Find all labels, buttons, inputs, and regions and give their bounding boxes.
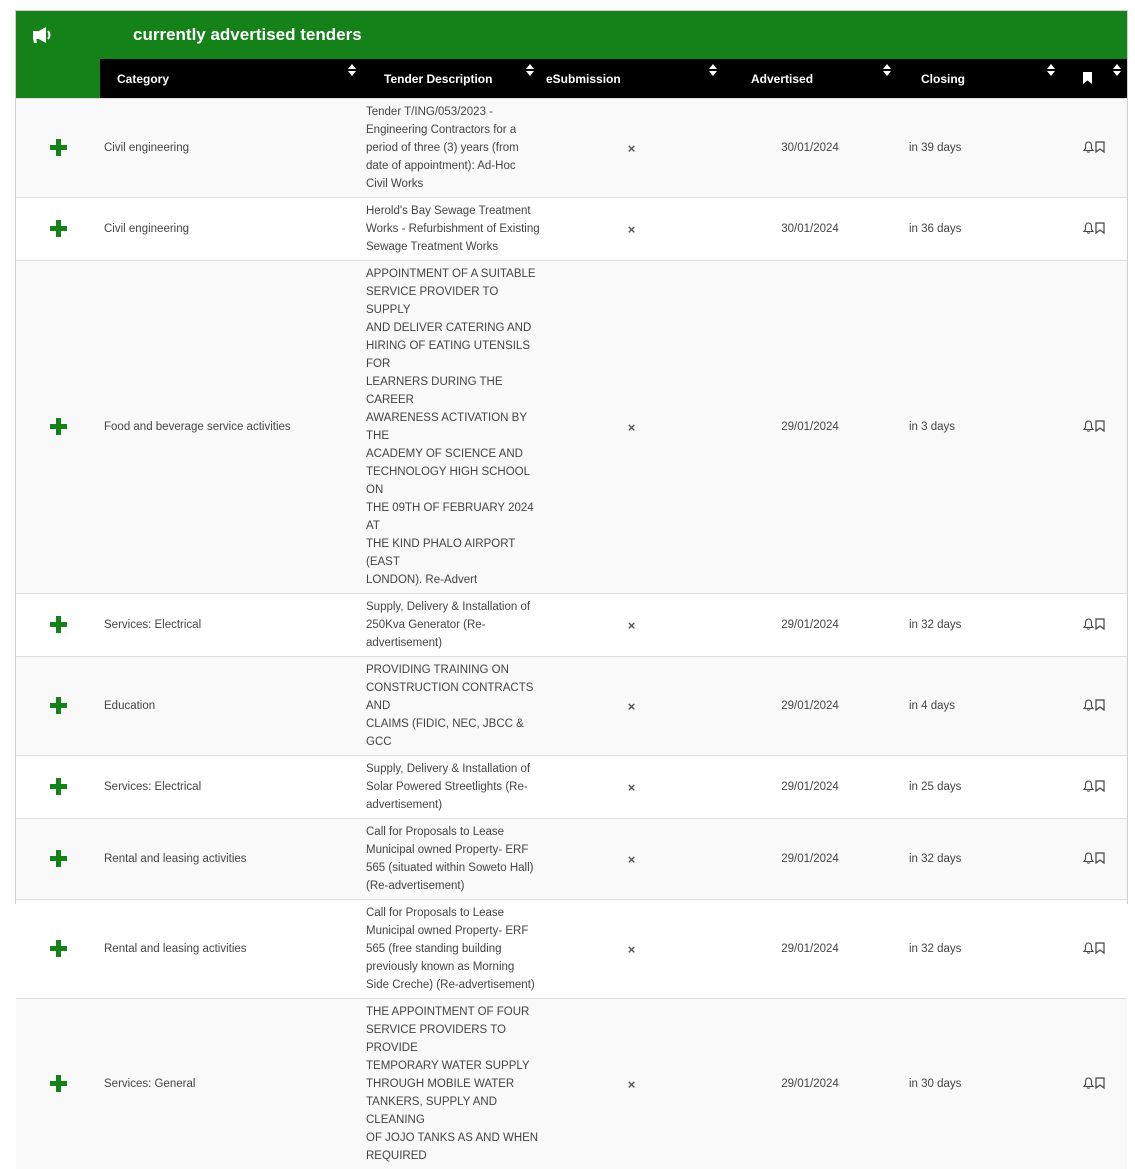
bell-icon[interactable]: [1083, 942, 1094, 957]
column-header-closing[interactable]: Closing: [897, 59, 1061, 99]
description-line: TECHNOLOGY HIGH SCHOOL ON: [366, 463, 540, 499]
closing-cell: in 30 days: [897, 999, 1061, 1169]
advertised-cell: 29/01/2024: [723, 594, 897, 657]
description-line: advertisement): [366, 796, 540, 814]
description-line: 250Kva Generator (Re-: [366, 616, 540, 634]
table-row[interactable]: [16, 900, 1127, 999]
description-line: THE 09TH OF FEBRUARY 2024 AT: [366, 499, 540, 535]
description-line: SERVICE PROVIDERS TO PROVIDE: [366, 1021, 540, 1057]
bookmark-icon[interactable]: [1095, 942, 1105, 957]
close-icon: ×: [628, 420, 636, 435]
closing-cell: in 4 days: [897, 657, 1061, 756]
table-row[interactable]: [16, 657, 1127, 756]
plus-icon[interactable]: [50, 418, 66, 434]
actions-cell: [1061, 900, 1127, 999]
plus-icon[interactable]: [50, 940, 66, 956]
description-line: TANKERS, SUPPLY AND CLEANING: [366, 1093, 540, 1129]
expand-cell[interactable]: [16, 261, 100, 594]
esubmission-cell: [540, 594, 723, 657]
close-icon: ×: [628, 699, 636, 714]
description-line: Sewage Treatment Works: [366, 238, 540, 256]
esubmission-cell: [540, 261, 723, 594]
table-header-row: [16, 59, 1127, 99]
expand-column-header: [16, 59, 100, 99]
sort-icon[interactable]: [1113, 64, 1121, 76]
bell-icon[interactable]: [1083, 1077, 1094, 1092]
closing-cell: in 36 days: [897, 198, 1061, 261]
category-cell: Civil engineering: [100, 198, 362, 261]
table-row[interactable]: [16, 756, 1127, 819]
description-cell[interactable]: [362, 99, 540, 198]
actions-cell: [1061, 819, 1127, 900]
table-row[interactable]: [16, 999, 1127, 1169]
sort-icon[interactable]: [348, 64, 356, 76]
description-line: HIRING OF EATING UTENSILS FOR: [366, 337, 540, 373]
table-row[interactable]: [16, 819, 1127, 900]
description-line: period of three (3) years (from: [366, 139, 540, 157]
plus-icon[interactable]: [50, 850, 66, 866]
description-line: Supply, Delivery & Installation of: [366, 760, 540, 778]
closing-cell: in 32 days: [897, 819, 1061, 900]
sort-icon[interactable]: [526, 64, 534, 76]
expand-cell[interactable]: [16, 999, 100, 1169]
description-cell[interactable]: [362, 594, 540, 657]
tenders-panel: [15, 10, 1128, 904]
plus-icon[interactable]: [50, 778, 66, 794]
description-line: CONSTRUCTION CONTRACTS AND: [366, 679, 540, 715]
closing-cell: in 32 days: [897, 900, 1061, 999]
esubmission-cell: [540, 999, 723, 1169]
plus-icon[interactable]: [50, 220, 66, 236]
expand-cell[interactable]: [16, 900, 100, 999]
column-header-bookmark[interactable]: [1061, 59, 1127, 99]
description-line: (Re-advertisement): [366, 877, 540, 895]
panel-title: currently advertised tenders: [133, 25, 362, 45]
description-line: LONDON). Re-Advert: [366, 571, 540, 589]
advertised-cell: 29/01/2024: [723, 261, 897, 594]
bookmark-icon[interactable]: [1095, 852, 1105, 867]
description-line: APPOINTMENT OF A SUITABLE: [366, 265, 540, 283]
closing-cell: in 32 days: [897, 594, 1061, 657]
esubmission-cell: [540, 99, 723, 198]
bell-icon[interactable]: [1083, 699, 1094, 714]
advertised-cell: 29/01/2024: [723, 657, 897, 756]
actions-cell: [1061, 198, 1127, 261]
closing-cell: in 39 days: [897, 99, 1061, 198]
description-line: Solar Powered Streetlights (Re-: [366, 778, 540, 796]
advertised-cell: 29/01/2024: [723, 999, 897, 1169]
close-icon: ×: [628, 780, 636, 795]
close-icon: ×: [628, 1077, 636, 1092]
expand-cell[interactable]: [16, 657, 100, 756]
description-cell[interactable]: [362, 198, 540, 261]
sort-icon[interactable]: [1047, 64, 1055, 76]
esubmission-cell: [540, 657, 723, 756]
description-cell[interactable]: [362, 999, 540, 1169]
description-line: ACADEMY OF SCIENCE AND: [366, 445, 540, 463]
description-line: AWARENESS ACTIVATION BY THE: [366, 409, 540, 445]
description-cell[interactable]: [362, 756, 540, 819]
close-icon: ×: [628, 618, 636, 633]
table-row[interactable]: [16, 594, 1127, 657]
advertised-cell: 30/01/2024: [723, 198, 897, 261]
description-line: LEARNERS DURING THE CAREER: [366, 373, 540, 409]
esubmission-cell: [540, 198, 723, 261]
category-cell: Services: General: [100, 999, 362, 1169]
column-header-advertised[interactable]: Advertised: [723, 59, 897, 99]
advertised-cell: 29/01/2024: [723, 819, 897, 900]
bookmark-icon[interactable]: [1095, 1077, 1105, 1092]
bookmark-icon[interactable]: [1095, 141, 1105, 156]
table-row[interactable]: [16, 261, 1127, 594]
description-line: date of appointment): Ad-Hoc: [366, 157, 540, 175]
table-row[interactable]: [16, 198, 1127, 261]
tenders-table: [16, 59, 1127, 1169]
esubmission-cell: [540, 756, 723, 819]
close-icon: ×: [628, 942, 636, 957]
description-line: advertisement): [366, 634, 540, 652]
megaphone-icon: [32, 24, 58, 46]
sort-icon[interactable]: [709, 64, 717, 76]
category-cell: Services: Electrical: [100, 756, 362, 819]
bell-icon[interactable]: [1083, 618, 1094, 633]
expand-cell[interactable]: [16, 594, 100, 657]
description-line: Municipal owned Property- ERF: [366, 841, 540, 859]
bell-icon[interactable]: [1083, 141, 1094, 156]
bookmark-icon[interactable]: [1095, 780, 1105, 795]
description-line: AND DELIVER CATERING AND: [366, 319, 540, 337]
closing-cell: in 25 days: [897, 756, 1061, 819]
table-row[interactable]: [16, 99, 1127, 198]
description-line: 565 (situated within Soweto Hall): [366, 859, 540, 877]
plus-icon[interactable]: [50, 139, 66, 155]
bookmark-icon[interactable]: [1095, 222, 1105, 237]
category-cell: Rental and leasing activities: [100, 819, 362, 900]
column-header-description[interactable]: Tender Description: [362, 59, 540, 99]
column-header-category[interactable]: Category: [100, 59, 362, 99]
actions-cell: [1061, 756, 1127, 819]
actions-cell: [1061, 261, 1127, 594]
advertised-cell: 30/01/2024: [723, 99, 897, 198]
actions-cell: [1061, 99, 1127, 198]
description-line: OF JOJO TANKS AS AND WHEN: [366, 1129, 540, 1147]
category-cell: Rental and leasing activities: [100, 900, 362, 999]
expand-cell[interactable]: [16, 198, 100, 261]
description-line: Supply, Delivery & Installation of: [366, 598, 540, 616]
description-cell[interactable]: [362, 819, 540, 900]
advertised-cell: 29/01/2024: [723, 900, 897, 999]
description-cell[interactable]: [362, 657, 540, 756]
sort-icon[interactable]: [883, 64, 891, 76]
description-line: THE KIND PHALO AIRPORT (EAST: [366, 535, 540, 571]
category-cell: Education: [100, 657, 362, 756]
description-line: Works - Refurbishment of Existing: [366, 220, 540, 238]
description-line: CLAIMS (FIDIC, NEC, JBCC & GCC: [366, 715, 540, 751]
close-icon: ×: [628, 222, 636, 237]
advertised-cell: 29/01/2024: [723, 756, 897, 819]
description-line: TEMPORARY WATER SUPPLY: [366, 1057, 540, 1075]
category-cell: Services: Electrical: [100, 594, 362, 657]
bookmark-icon[interactable]: [1095, 699, 1105, 714]
description-line: Civil Works: [366, 175, 540, 193]
esubmission-cell: [540, 819, 723, 900]
description-line: previously known as Morning: [366, 958, 540, 976]
description-line: THE APPOINTMENT OF FOUR: [366, 1003, 540, 1021]
description-line: Herold's Bay Sewage Treatment: [366, 202, 540, 220]
plus-icon[interactable]: [50, 1075, 66, 1091]
description-line: SERVICE PROVIDER TO SUPPLY: [366, 283, 540, 319]
actions-cell: [1061, 999, 1127, 1169]
expand-cell[interactable]: [16, 756, 100, 819]
bell-icon[interactable]: [1083, 780, 1094, 795]
description-cell[interactable]: [362, 261, 540, 594]
plus-icon[interactable]: [50, 697, 66, 713]
description-line: THROUGH MOBILE WATER: [366, 1075, 540, 1093]
bookmark-icon[interactable]: [1095, 420, 1105, 435]
expand-cell[interactable]: [16, 819, 100, 900]
description-line: Tender T/ING/053/2023 -: [366, 103, 540, 121]
category-cell: Civil engineering: [100, 99, 362, 198]
description-line: REQUIRED: [366, 1147, 540, 1165]
panel-header: [16, 11, 1127, 59]
bell-icon[interactable]: [1083, 420, 1094, 435]
actions-cell: [1061, 594, 1127, 657]
description-line: PROVIDING TRAINING ON: [366, 661, 540, 679]
bell-icon[interactable]: [1083, 852, 1094, 867]
bookmark-icon[interactable]: [1095, 618, 1105, 633]
esubmission-cell: [540, 900, 723, 999]
actions-cell: [1061, 657, 1127, 756]
close-icon: ×: [628, 141, 636, 156]
description-line: Call for Proposals to Lease: [366, 823, 540, 841]
description-line: Engineering Contractors for a: [366, 121, 540, 139]
bookmark-icon: [1083, 72, 1092, 87]
close-icon: ×: [628, 852, 636, 867]
description-line: Call for Proposals to Lease: [366, 904, 540, 922]
bell-icon[interactable]: [1083, 222, 1094, 237]
plus-icon[interactable]: [50, 616, 66, 632]
description-line: Side Creche) (Re-advertisement): [366, 976, 540, 994]
closing-cell: in 3 days: [897, 261, 1061, 594]
expand-cell[interactable]: [16, 99, 100, 198]
column-header-esubmission[interactable]: eSubmission: [540, 59, 723, 99]
description-line: 565 (free standing building: [366, 940, 540, 958]
description-cell[interactable]: [362, 900, 540, 999]
category-cell: Food and beverage service activities: [100, 261, 362, 594]
description-line: Municipal owned Property- ERF: [366, 922, 540, 940]
